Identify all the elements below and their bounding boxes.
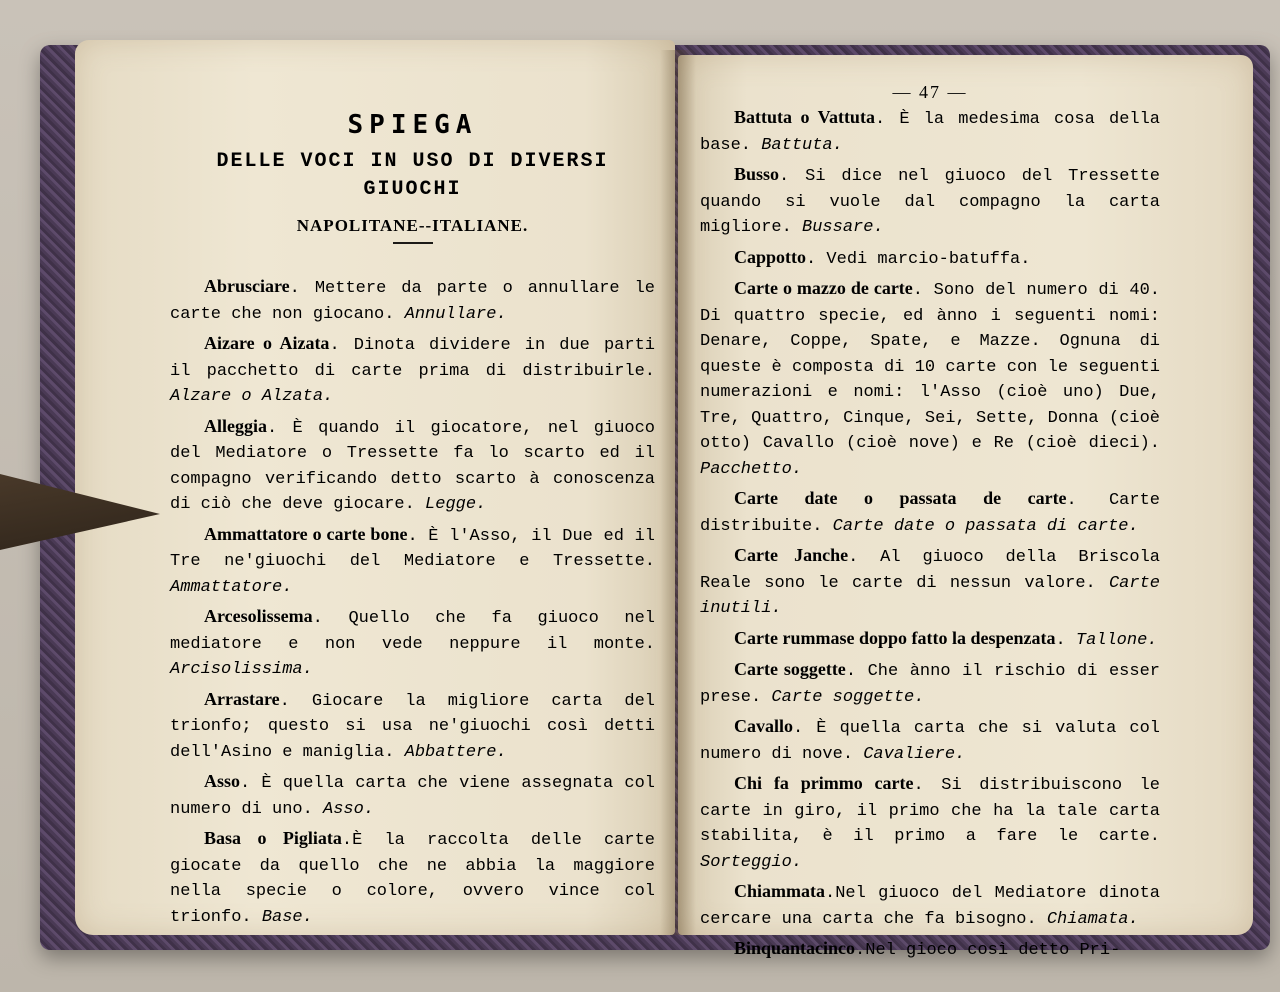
dictionary-entry [700,771,1160,875]
entry-definition: .Nel gioco così detto Pri- [855,941,1121,960]
dictionary-entry [700,105,1160,158]
entry-term: Basa o Pigliata [204,828,342,848]
entry-definition: . [1055,630,1076,650]
book-gutter [660,50,696,935]
entry-translation: Base. [261,907,313,927]
entry-translation: Annullare. [404,304,507,324]
entry-translation: Asso. [323,799,375,819]
entry-translation: Chiamata. [1046,909,1139,929]
entry-definition: . Che ànno il rischio di esser prese. [700,662,1160,707]
entry-definition: . Vedi marcio-batuffa. [806,249,1031,269]
entry-term: Chi fa primmo carte [734,773,914,793]
entry-translation: Tallone. [1075,630,1158,650]
entry-term: Carte soggette [734,659,846,679]
entry-translation: Carte date o passata di carte. [832,516,1139,536]
entry-term: Arcesolissema [204,606,313,626]
dictionary-entry [170,604,655,683]
subtitle-2: NAPOLITANE--ITALIANE. [296,216,529,235]
entry-translation: Pacchetto. [700,459,803,479]
entry-term: Carte Janche [734,545,849,565]
entry-definition: . Mettere da parte o annullare le carte che non giocano. [170,279,655,324]
entry-definition: . È quella carta che viene assegnata col numero di uno. [170,774,655,819]
entry-definition: . Carte distribuite. [700,491,1160,536]
dictionary-entry [170,522,655,601]
entry-term: Busso [734,164,780,184]
left-column [170,110,655,934]
dictionary-entry [700,486,1160,539]
page-number: — 47 — [892,82,968,102]
entry-translation: Carte soggette. [771,687,925,707]
entry-term: Aizare o Aizata [204,333,330,353]
entry-term: Arrastare [204,688,280,709]
page-title: SPIEGA [347,110,478,140]
entry-definition: . Sono del numero di 40. Di quattro specie, ed ànno i seguenti nomi: Denare, Coppe, Spate, e Mazze. Ognuna di queste è composta di 10 carte con le seguenti numerazioni e nomi: l'Asso (cioè uno) Due, Tre, Quattro, Cinque, Sei, Sette, Donna (cioè otto) Cavallo (cioè nove) e Re (cioè dieci). [700,281,1160,453]
dictionary-entry [700,714,1160,767]
dictionary-entry [170,687,655,766]
entry-definition: . È l'Asso, il Due ed il Tre ne'giuochi del Mediatore e Tressette. [170,526,655,571]
entry-translation: Legge. [425,495,487,514]
heading-rule [393,242,433,244]
entry-translation: Arcisolissima. [170,660,313,679]
entry-term: Ammattatore o carte bone [204,523,408,544]
entry-definition: .È la raccolta delle carte giocate da quello che ne abbia la maggiore nella specie o colore, ovvero vince col trionfo. [170,831,655,927]
dictionary-entry [700,879,1160,932]
dictionary-entry [170,274,655,327]
entry-term: Binquantacinco [734,938,856,958]
entry-definition: . Dinota dividere in due parti il pacchetto di carte prima di distribuirle. [170,336,655,381]
heading [170,110,655,244]
entry-definition: . Giocare la migliore carta del trionfo; questo si usa ne'giuochi così detti dell'Asino e maniglia. [170,691,655,762]
entry-term: Alleggia [204,415,267,436]
entry-translation: Cavaliere. [863,744,966,764]
subtitle-line-1: DELLE VOCI IN USO DI DIVERSI [216,150,609,173]
right-column [700,82,1160,968]
entry-translation: Ammattatore. [170,577,293,597]
entry-term: Abrusciare [204,276,290,296]
dictionary-entry [700,936,1160,964]
entry-translation: Sorteggio. [700,852,803,872]
right-entries [700,105,1160,964]
entry-definition: . Quello che fa giuoco nel mediatore e non vede neppure il monte. [170,609,655,654]
entry-term: Asso [204,771,241,791]
dictionary-entry [700,276,1160,482]
entry-definition: . Al giuoco della Briscola Reale sono le carte di nessun valore. [700,548,1160,593]
entry-definition: . Si distribuiscono le carte in giro, il primo che ha la tale carta stabilita, è il primo a fare le carte. [700,776,1160,846]
entry-definition: . È quando il giocatore, nel giuoco del Mediatore o Tressette fa lo scarto ed il compagno verificando detto scarto à conoscenza di ciò che deve giocare. [170,418,655,514]
entry-definition: . È quella carta che si valuta col numero di nove. [700,719,1160,764]
entry-term: Chiammata [734,881,825,901]
dictionary-entry [170,331,655,410]
entry-translation: Abbattere. [404,742,507,762]
entry-definition: . Si dice nel giuoco del Tressette quando si vuole dal compagno la carta migliore. [700,167,1160,237]
dictionary-entry [700,626,1160,654]
entry-term: Carte date o passata de carte [734,488,1067,508]
dictionary-entry [170,414,655,518]
subtitle-line-2: GIUOCHI [363,178,462,201]
dictionary-entry [700,657,1160,710]
entry-term: Carte rummase doppo fatto la despenzata [734,627,1056,648]
entry-translation: Carte inutili. [700,573,1160,618]
dictionary-entry [170,826,655,930]
dictionary-entry [700,245,1160,273]
entry-term: Cappotto [734,246,807,267]
entry-translation: Battuta. [761,135,843,155]
entry-term: Cavallo [734,716,794,736]
left-entries [170,274,655,930]
entry-term: Battuta o Vattuta [734,107,875,127]
entry-translation: Alzare o Alzata. [170,387,334,406]
entry-translation: Bussare. [802,218,884,237]
dictionary-entry [700,543,1160,622]
dictionary-entry [170,769,655,822]
dictionary-entry [700,162,1160,241]
entry-term: Carte o mazzo de carte [734,278,913,298]
entry-definition: .Nel giuoco del Mediatore dinota cercare una carta che fa bisogno. [700,884,1160,929]
entry-definition: . È la medesima cosa della base. [700,110,1161,155]
